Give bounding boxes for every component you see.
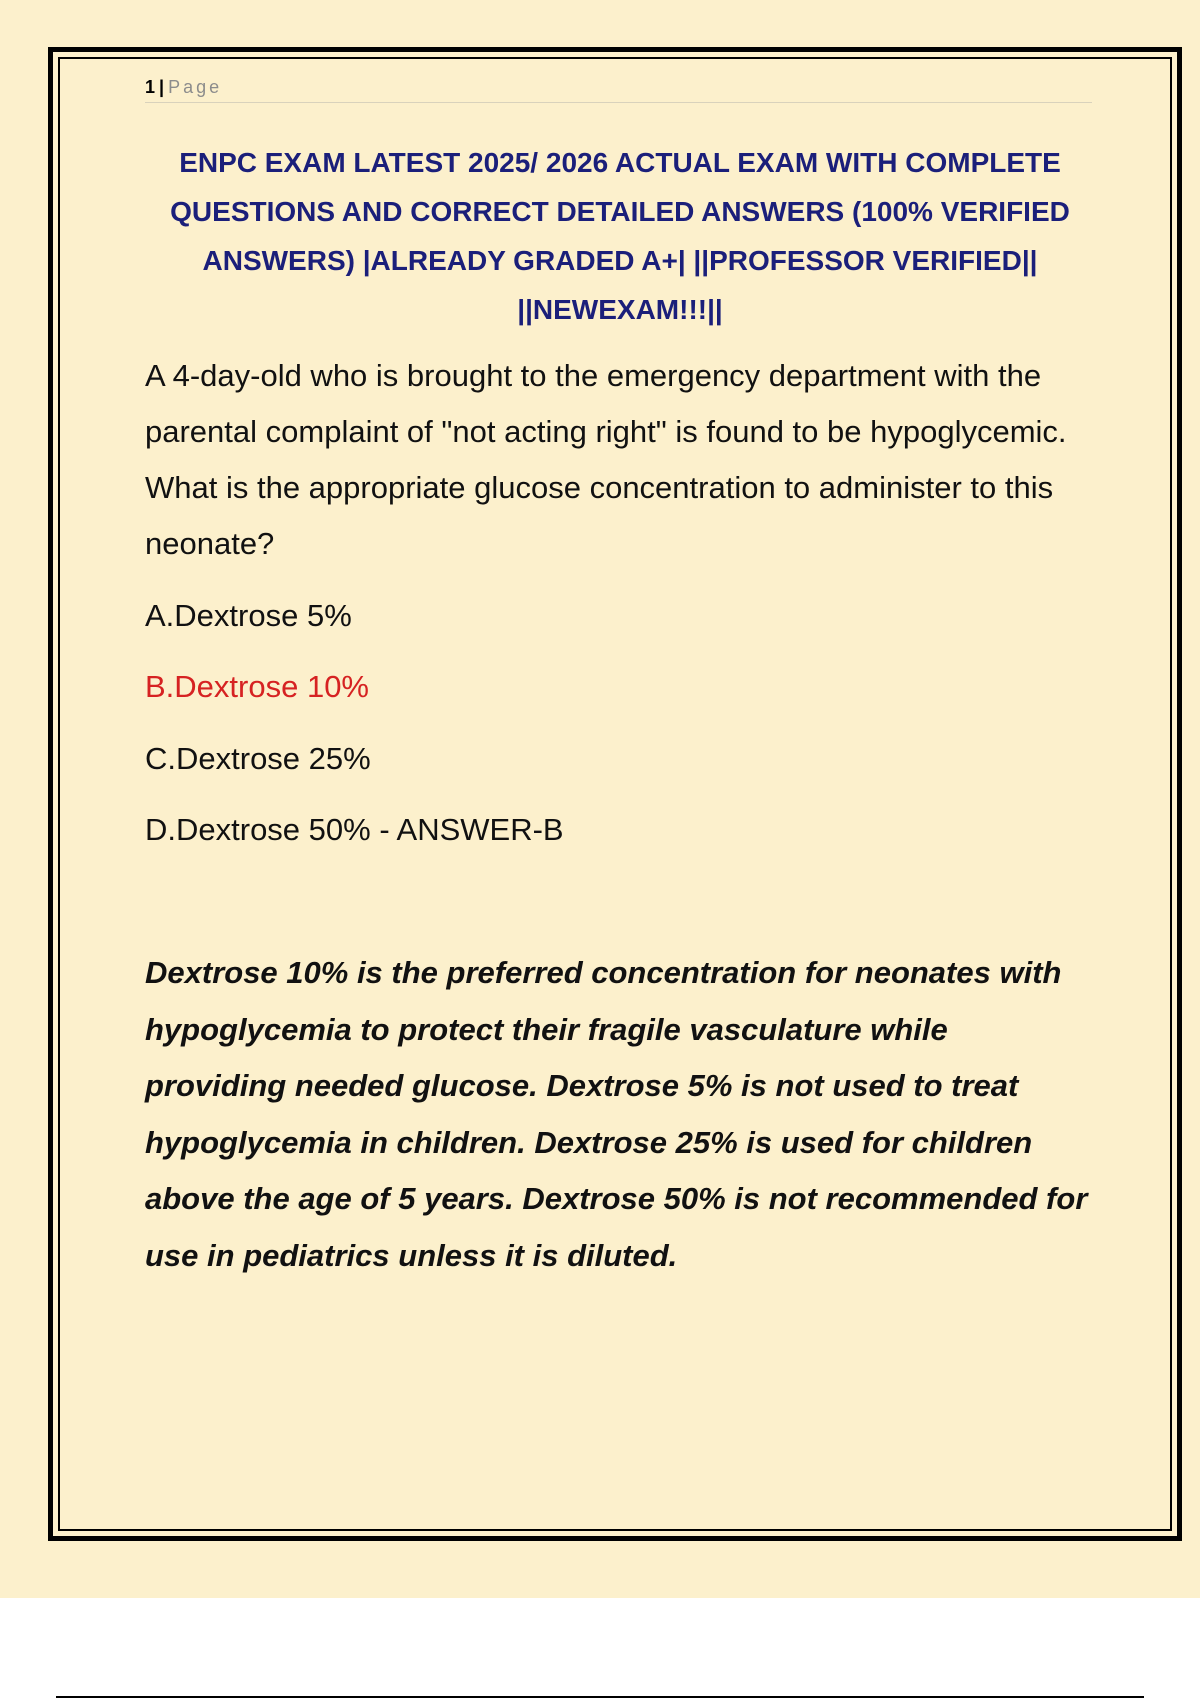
- answer-option-d: D.Dextrose 50% - ANSWER-B: [145, 812, 564, 847]
- page-header-separator: |: [159, 77, 165, 97]
- page-number: 1: [145, 77, 156, 97]
- answer-option-a: A.Dextrose 5%: [145, 598, 352, 633]
- document-title: ENPC EXAM LATEST 2025/ 2026 ACTUAL EXAM WITH COMPLETE QUESTIONS AND CORRECT DETAILED ANSWERS (100% VERIFIED ANSWERS) |ALREADY GRADED A+| ||PROFESSOR VERIFIED|| ||NEWEXAM!!!||: [170, 147, 1070, 325]
- footer-divider: [56, 1696, 1144, 1698]
- page-label: Page: [168, 77, 223, 97]
- answer-option-b-correct: B.Dextrose 10%: [145, 669, 369, 704]
- answer-option-c: C.Dextrose 25%: [145, 741, 371, 776]
- answer-rationale: Dextrose 10% is the preferred concentration for neonates with hypoglycemia to protect their fragile vasculature while providing needed glucose. Dextrose 5% is not used to treat hypoglycemia in children. Dextrose 25% is used for children above the age of 5 years. Dextrose 50% is not recommended for use in pediatrics unless it is diluted.: [145, 955, 1088, 1273]
- page-header: [145, 74, 1092, 103]
- question-stem: A 4-day-old who is brought to the emergency department with the parental complaint of "not acting right" is found to be hypoglycemic. What is the appropriate glucose concentration to administer to this neonate?: [145, 358, 1067, 561]
